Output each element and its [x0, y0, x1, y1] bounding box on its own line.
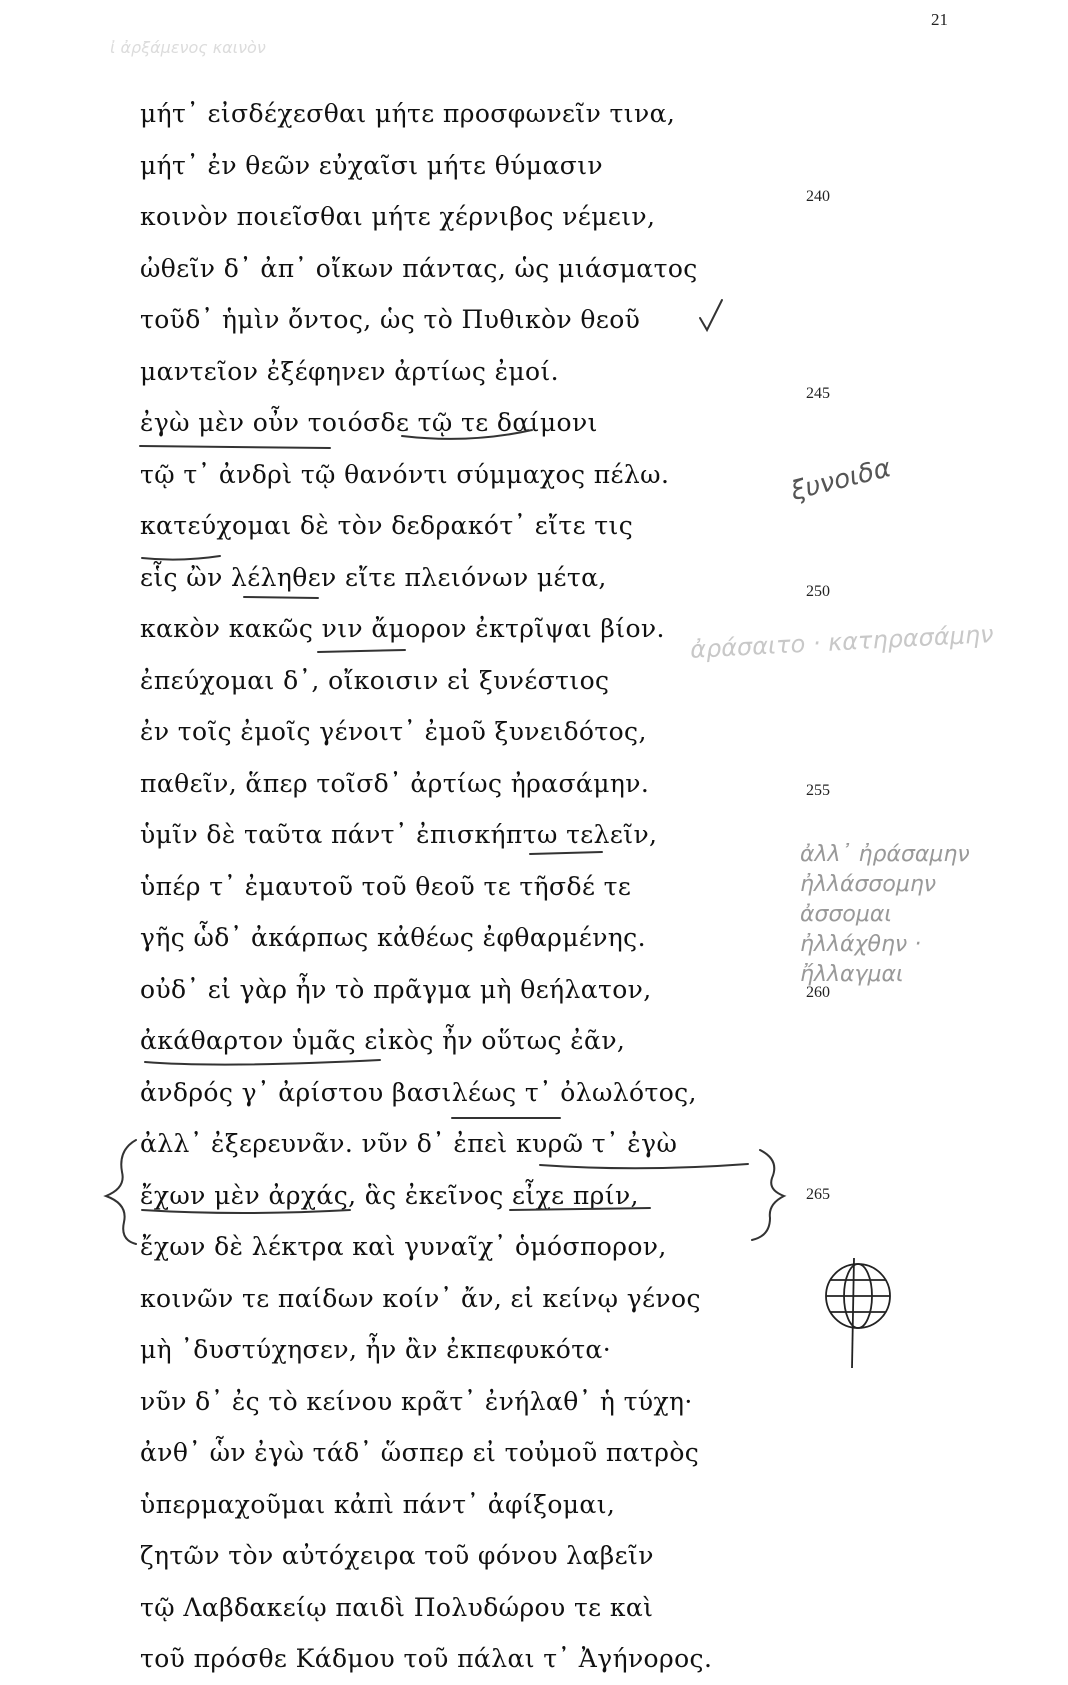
verse-line: ὑπερμαχοῦμαι κἀπὶ πάντ᾽ ἀφίξομαι,	[140, 1489, 616, 1519]
margin-note-line: ἤλλαγμαι	[800, 962, 904, 987]
margin-note-line: ἠλλάχθην ·	[800, 932, 922, 957]
verse-line: ἐν τοῖς ἐμοῖς γένοιτ᾽ ἐμοῦ ξυνειδότος,	[140, 717, 647, 746]
margin-note-line: ἠλλάσσομην	[800, 872, 937, 897]
verse-line: ὑπέρ τ᾽ ἐμαυτοῦ τοῦ θεοῦ τε τῆσδέ τε	[140, 871, 632, 901]
verse-line: μήτ᾽ ἐν θεῶν εὐχαῖσι μήτε θύμασιν	[140, 150, 603, 180]
line-number-265: 265	[806, 1186, 830, 1203]
verse-line: παθεῖν, ἅπερ τοῖσδ᾽ ἀρτίως ἠρασάμην.	[140, 768, 650, 798]
verse-line: ἔχων μὲν ἀρχάς, ἃς ἐκεῖνος εἶχε πρίν,	[140, 1180, 639, 1210]
page-number: 21	[931, 10, 948, 29]
verse-line: γῆς ὧδ᾽ ἀκάρπως κἀθέως ἐφθαρμένης.	[140, 923, 646, 952]
verse-line: εἷς ὢν λέληθεν εἴτε πλειόνων μέτα,	[140, 562, 607, 592]
verse-line: μήτ᾽ εἰσδέχεσθαι μήτε προσφωνεῖν τινα,	[140, 99, 676, 128]
verse-line: ἐγὼ μὲν οὖν τοιόσδε τῷ τε δαίμονι	[140, 408, 598, 437]
verse-line: ὠθεῖν δ᾽ ἀπ᾽ οἴκων πάντας, ὡς μιάσματος	[140, 253, 698, 283]
verse-line: ἐπεύχομαι δ᾽, οἴκοισιν εἰ ξυνέστιος	[140, 665, 610, 695]
verse-line: ὑμῖν δὲ ταῦτα πάντ᾽ ἐπισκήπτω τελεῖν,	[140, 820, 658, 849]
verse-line: νῦν δ᾽ ἐς τὸ κείνου κρᾶτ᾽ ἐνήλαθ᾽ ἡ τύχη·	[140, 1386, 693, 1416]
margin-note-stack	[800, 840, 970, 990]
verse-line: τῷ Λαβδακείῳ παιδὶ Πολυδώρου τε καὶ	[140, 1592, 654, 1622]
verse-line: τῷ τ᾽ ἀνδρὶ τῷ θανόντι σύμμαχος πέλω.	[140, 459, 670, 489]
verse-line: ἀνδρός γ᾽ ἀρίστου βασιλέως τ᾽ ὀλωλότος,	[140, 1077, 697, 1107]
brace-left-icon	[106, 1140, 136, 1244]
margin-note-arasamen: ἀράσαιτο · κατηρασάμην	[689, 620, 995, 664]
verse-line: κοινῶν τε παίδων κοίν᾽ ἄν, εἰ κείνῳ γένος	[140, 1283, 701, 1313]
verse-line: ἀλλ᾽ ἐξερευνᾶν. νῦν δ᾽ ἐπεὶ κυρῶ τ᾽ ἐγὼ	[140, 1129, 678, 1158]
line-number-255: 255	[806, 782, 830, 799]
verse-line: οὐδ᾽ εἰ γὰρ ἦν τὸ πρᾶγμα μὴ θεήλατον,	[140, 974, 652, 1004]
verse-line: κοινὸν ποιεῖσθαι μήτε χέρνιβος νέμειν,	[140, 202, 656, 231]
verse-line: ἀκάθαρτον ὑμᾶς εἰκὸς ἦν οὕτως ἐᾶν,	[140, 1026, 626, 1055]
line-number-245: 245	[806, 385, 830, 402]
faint-header-note: ἰ ἀρξάμενος καινὸν	[110, 38, 266, 57]
verse-line: μὴ ᾽δυστύχησεν, ἦν ἂν ἐκπεφυκότα·	[140, 1335, 612, 1364]
verse-block	[140, 88, 840, 1685]
verse-line: τοῦδ᾽ ἡμὶν ὄντος, ὡς τὸ Πυθικὸν θεοῦ	[140, 305, 641, 334]
verse-line: ἀνθ᾽ ὧν ἐγὼ τάδ᾽ ὥσπερ εἰ τοὐμοῦ πατρὸς	[140, 1438, 700, 1467]
line-number-240: 240	[806, 188, 830, 205]
line-number-260: 260	[806, 984, 830, 1001]
margin-note-xunoida: ξυνοιδα	[787, 453, 894, 507]
margin-note-line: ἀλλ᾽ ἠράσαμην	[800, 842, 970, 867]
verse-line: ἔχων δὲ λέκτρα καὶ γυναῖχ᾽ ὁμόσπορον,	[140, 1232, 667, 1261]
verse-line: κακὸν κακῶς νιν ἄμορον ἐκτρῖψαι βίον.	[140, 614, 665, 643]
verse-line: τοῦ πρόσθε Κάδμου τοῦ πάλαι τ᾽ Ἀγήνορος.	[140, 1644, 713, 1673]
margin-note-line: ἀσσομαι	[800, 902, 892, 927]
verse-line: κατεύχομαι δὲ τὸν δεδρακότ᾽ εἴτε τις	[140, 511, 634, 540]
verse-line: ζητῶν τὸν αὐτόχειρα τοῦ φόνου λαβεῖν	[140, 1541, 654, 1570]
line-number-250: 250	[806, 583, 830, 600]
verse-line: μαντεῖον ἐξέφηνεν ἀρτίως ἐμοί.	[140, 356, 560, 386]
